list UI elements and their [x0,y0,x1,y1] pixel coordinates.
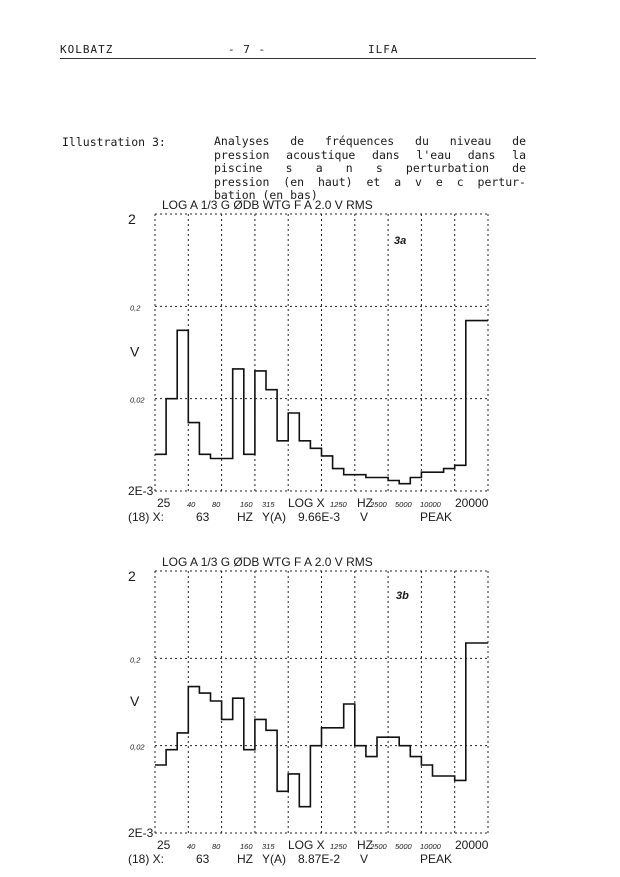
caption-line: pression (en haut) et a v e c pertur- [214,174,526,189]
x-tick-label: 10000 [420,500,441,509]
x-tick-label: HZ [357,838,373,852]
chart-title: LOG A 1/3 G ØDB WTG F A 2.0 V RMS [162,555,373,569]
caption-label: Illustration 3: [62,135,166,149]
y-tick-label: 2E-3 [128,826,154,840]
x-tick-label: 1250 [330,500,347,509]
y-tick-label: 0,02 [130,395,145,405]
y-tick-label: 2 [128,568,136,584]
caption-line: pression acoustique dans l'eau dans la [214,147,526,162]
readout-y-label: Y(A) [262,852,286,866]
x-tick-label: 20000 [455,838,489,852]
x-tick-label: 160 [240,500,253,509]
y-tick-label: 0,02 [130,742,145,752]
y-tick-label: 2E-3 [128,484,154,498]
header-organization: ILFA [368,43,399,56]
x-tick-label: LOG X [288,838,325,852]
x-tick-label: 5000 [395,500,412,509]
chart-annotation: 3b [396,590,409,602]
x-tick-label: LOG X [288,496,325,510]
x-tick-label: 1250 [330,842,347,851]
readout-x: 63 [196,510,210,524]
x-tick-label: 40 [187,842,196,851]
y-tick-label: 0,2 [130,655,141,665]
readout-y-unit: V [360,852,369,866]
readout-x: 63 [196,852,210,866]
y-tick-label: 2 [128,211,136,227]
y-axis-label: V [130,693,140,709]
readout-prefix: (18) X: [128,852,165,866]
spectrum-plot-b [0,552,620,877]
readout-x-unit: HZ [237,852,253,866]
chart-annotation: 3a [394,235,407,247]
x-tick-label: HZ [357,496,373,510]
x-tick-label: 40 [187,500,196,509]
header-page-number: - 7 - [228,43,267,56]
header-rule [60,58,536,59]
readout-y: 8.87E-2 [298,852,341,866]
x-tick-label: 315 [262,842,275,851]
x-tick-label: 315 [262,500,275,509]
x-tick-label: 25 [157,496,171,510]
caption-line: bation (en bas) [214,188,318,202]
x-tick-label: 80 [212,842,221,851]
spectrum-plot-a [0,195,620,530]
readout-x-unit: HZ [237,510,253,524]
readout-y: 9.66E-3 [298,510,341,524]
y-tick-label: 0,2 [130,303,141,313]
x-tick-label: 80 [212,500,221,509]
readout-y-label: Y(A) [262,510,286,524]
x-tick-label: 160 [240,842,253,851]
y-axis-label: V [130,343,140,360]
x-tick-label: 2500 [370,500,387,509]
caption-text [214,135,526,203]
readout-prefix: (18) X: [128,510,165,524]
x-tick-label: 25 [157,838,171,852]
x-tick-label: 10000 [420,842,441,851]
x-tick-label: 2500 [370,842,387,851]
readout-mode: PEAK [420,510,453,524]
caption-line: Analyses de fréquences du niveau de [214,134,526,148]
x-tick-label: 5000 [395,842,412,851]
caption-line: piscine s a n s perturbation de [214,161,526,175]
x-tick-label: 20000 [455,496,489,510]
chart-title: LOG A 1/3 G ØDB WTG F A 2.0 V RMS [162,198,373,212]
readout-mode: PEAK [420,852,453,866]
readout-y-unit: V [360,510,369,524]
header-author: KOLBATZ [60,43,114,56]
